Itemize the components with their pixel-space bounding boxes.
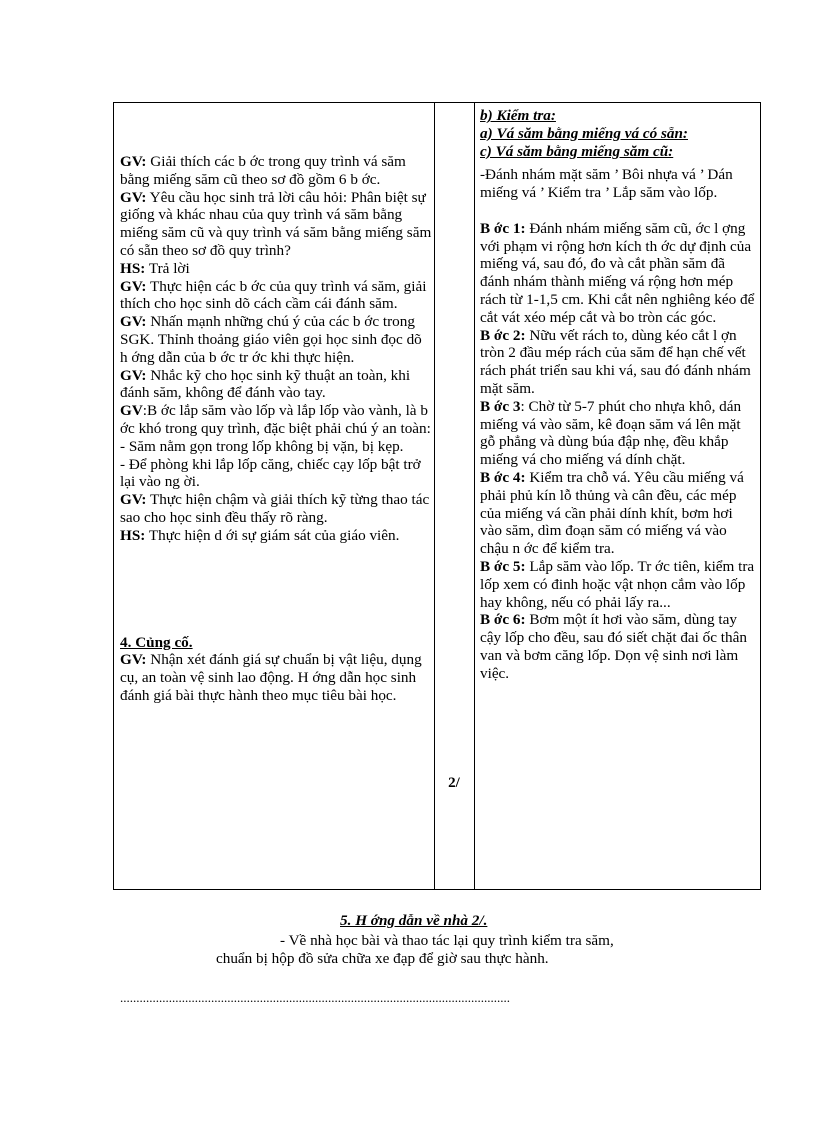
speaker-label: GV:	[120, 153, 147, 170]
spacer	[120, 545, 432, 634]
step-text: Đánh nhám miếng săm cũ, ớc l ợng với phạm vi rộng hơn kích th ớc dự định của miếng vá, sau đó, đo và cắt phần săm đã đánh nhám thành miếng vá rộng hơn mép rách từ 1-1,5 cm. Khi cắt nên nghiêng kéo để cắt vát xéo mép cắt và bo tròn các góc.	[480, 219, 755, 326]
activity-paragraph	[120, 402, 432, 438]
homework-line-1: - Về nhà học bài và thao tác lại quy trình kiểm tra săm,	[280, 932, 614, 949]
content-column	[480, 107, 756, 683]
speaker-label: GV:	[120, 651, 147, 669]
time-column	[434, 103, 474, 889]
paragraph-text: :B ớc lắp săm vào lốp và lắp lốp vào vành, là b ớc khó trong quy trình, đặc biệt phải chú ý an toàn:	[120, 402, 431, 437]
paragraph-text: Thực hiện các b ớc của quy trình vá săm, giải thích cho học sinh dõ cách cầm cái đánh săm.	[120, 277, 427, 313]
time-value: 2/	[448, 775, 460, 791]
step-paragraph	[480, 398, 756, 469]
step-label: B ớc 4:	[480, 468, 526, 486]
step-paragraph	[480, 611, 756, 682]
paragraph-text: Nhận xét đánh giá sự chuẩn bị vật liệu, dụng cụ, an toàn vệ sinh lao động. H ớng dẫn học sinh đánh giá bài thực hành theo mục tiêu bài học.	[120, 651, 422, 704]
paragraph-text: - Săm nằm gọn trong lốp không bị vặn, bị kẹp.	[120, 437, 404, 455]
activity-paragraph	[120, 153, 432, 189]
column-divider-2	[474, 103, 475, 889]
step-paragraph	[480, 469, 756, 558]
step-text: Lắp săm vào lốp. Tr ớc tiên, kiểm tra lốp xem có đinh hoặc vật nhọn cắm vào lốp hay không, nếu có phải lấy ra...	[480, 557, 755, 611]
speaker-label: GV:	[120, 313, 147, 331]
activity-paragraph	[120, 367, 432, 403]
subsection-heading: a) Vá săm bằng miếng vá có sẵn:	[480, 124, 688, 142]
speaker-label: GV:	[120, 366, 147, 384]
speaker-label: GV:	[120, 188, 147, 206]
step-label: B ớc 5:	[480, 557, 526, 575]
step-paragraph	[480, 327, 756, 398]
speaker-label: GV	[120, 402, 143, 420]
speaker-label: GV:	[120, 277, 147, 295]
paragraph-text: Thực hiện chậm và giải thích kỹ từng thao tác sao cho học sinh đều thấy rõ ràng.	[120, 491, 430, 526]
step-text: Nữu vết rách to, dùng kéo cắt l ợn tròn 2 đầu mép rách của săm để hạn chế vết rách phát triển sau khi vá, sau đó đánh nhám mặt săm.	[480, 326, 751, 397]
paragraph-text: Trả lời	[145, 259, 190, 277]
activity-paragraph	[120, 527, 432, 545]
activity-paragraph	[120, 278, 432, 314]
activity-paragraph	[120, 456, 432, 492]
section-heading: 4. Củng cố.	[120, 633, 193, 651]
paragraph-text: Nhấn mạnh những chú ý của các b ớc trong SGK. Thỉnh thoảng giáo viên gọi học sinh đọc dõ h ớng dẫn của b ớc tr ớc khi thực hiện.	[120, 313, 422, 366]
step-label: B ớc 1:	[480, 219, 526, 237]
activity-paragraph	[120, 491, 432, 527]
step-label: B ớc 2:	[480, 326, 526, 344]
activity-paragraph	[120, 313, 432, 366]
subsection-heading: b) Kiểm tra:	[480, 107, 556, 124]
paragraph-text: Giải thích các b ớc trong quy trình vá săm bằng miếng săm cũ theo sơ đồ gồm 6 b ớc.	[120, 153, 406, 188]
step-text: Kiểm tra chỗ vá. Yêu cầu miếng vá phải phủ kín lỗ thủng và cân đều, các mép của miếng vá cần phải dính khít, bơm hơi vào săm, dìm đoạn săm có miếng vá vào chậu n ớc để kiểm tra.	[480, 468, 744, 558]
step-text: : Chờ từ 5-7 phút cho nhựa khô, dán miếng vá vào săm, kê đoạn săm vá lên mặt gỗ phẳng và dùng búa đập nhẹ, đều khắp miếng vá cho miếng vá dính chặt.	[480, 397, 742, 469]
paragraph-text: Thực hiện d ới sự giám sát của giáo viên.	[145, 526, 400, 544]
step-label: B ớc 6:	[480, 611, 526, 629]
activity-paragraph	[120, 189, 432, 260]
speaker-label: GV:	[120, 491, 147, 509]
speaker-label: HS:	[120, 526, 146, 544]
review-paragraph	[120, 651, 432, 704]
speaker-label: HS:	[120, 259, 146, 277]
step-paragraph	[480, 558, 756, 611]
activity-paragraph	[120, 438, 432, 456]
spacer	[480, 202, 756, 220]
paragraph-text: - Để phòng khi lắp lốp căng, chiếc cạy lốp bật trở lại vào ng ời.	[120, 455, 421, 491]
paragraph-text: Yêu cầu học sinh trả lời câu hỏi: Phân biệt sự giống và khác nhau của quy trình vá săm bằng miếng săm cũ và quy trình vá săm bằng miếng săm có sẵn theo sơ đồ quy trình?	[120, 188, 432, 259]
step-text: Bơm một ít hơi vào săm, dùng tay cậy lốp cho đều, sau đó siết chặt đai ốc thân van và bơm căng lốp. Dọn vệ sinh nơi làm việc.	[480, 611, 747, 682]
subsection-heading: c) Vá săm bằng miếng săm cũ:	[480, 142, 674, 160]
activity-paragraph	[120, 260, 432, 278]
activities-column	[120, 153, 432, 705]
homework-line-2: chuẩn bị hộp đồ sửa chữa xe đạp để giờ sau thực hành.	[216, 950, 549, 967]
paragraph-text: Nhắc kỹ cho học sinh kỹ thuật an toàn, khi đánh săm, không để đánh vào tay.	[120, 366, 411, 402]
dotted-separator: ........................................................................................................................	[120, 990, 510, 1005]
process-flow: -Đánh nhám mặt săm ’ Bôi nhựa vá ’ Dán miếng vá ’ Kiểm tra ’ Lắp săm vào lốp.	[480, 166, 733, 202]
step-paragraph	[480, 220, 756, 327]
homework-heading: 5. H ớng dẫn về nhà 2/.	[340, 912, 488, 929]
step-label: B ớc 3	[480, 397, 521, 415]
lesson-table	[113, 102, 761, 890]
